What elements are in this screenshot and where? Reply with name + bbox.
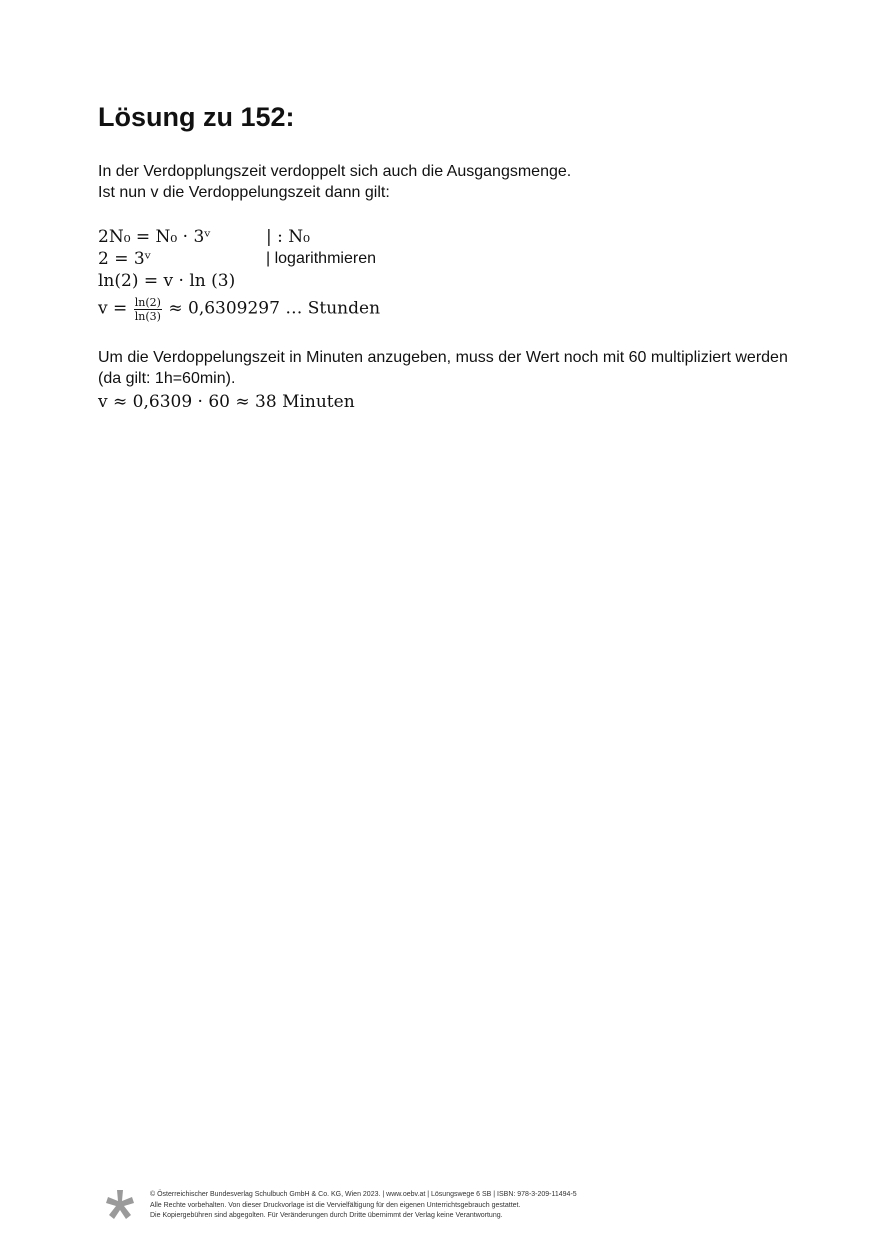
intro-paragraph — [98, 161, 571, 203]
equation-1 — [98, 226, 211, 248]
conversion-line-1: Um die Verdoppelungszeit in Minuten anzugeben, muss der Wert noch mit 60 multipliziert werden — [98, 349, 788, 366]
equation-2-text: 2 = 3ᵛ — [98, 249, 152, 269]
equation-4-lhs: v = — [98, 298, 128, 319]
equation-4 — [98, 296, 381, 323]
equation-1-note — [266, 226, 310, 248]
equation-1-note-text: | : N₀ — [266, 227, 310, 247]
equation-2-note-text: | logarithmieren — [266, 250, 376, 267]
equation-2 — [98, 248, 151, 270]
equation-4-fraction — [134, 296, 162, 323]
footer-disclaimer: Die Kopiergebühren sind abgegolten. Für Veränderungen durch Dritte übernimmt der Verlag keine Verantwortung. — [150, 1212, 503, 1219]
intro-line-2: Ist nun v die Verdoppelungszeit dann gilt: — [98, 184, 390, 201]
equation-1-text: 2N₀ = N₀ · 3ᵛ — [98, 227, 211, 247]
footer-rights: Alle Rechte vorbehalten. Von dieser Druckvorlage ist die Vervielfältigung für den eigenen Unterrichtsgebrauch gestattet. — [150, 1201, 521, 1209]
conversion-paragraph — [98, 347, 788, 389]
conversion-line-2: (da gilt: 1h=60min). — [98, 370, 236, 387]
equation-2-note — [266, 248, 376, 270]
equation-3-text: ln(2) = v · ln (3) — [98, 271, 236, 291]
page-title: Lösung zu 152: — [98, 102, 295, 132]
result-equation — [98, 391, 355, 413]
result-text: v ≈ 0,6309 · 60 ≈ 38 Minuten — [98, 392, 355, 412]
intro-line-1: In der Verdopplungszeit verdoppelt sich auch die Ausgangsmenge. — [98, 163, 572, 180]
footer-copyright: © Österreichischer Bundesverlag Schulbuch GmbH & Co. KG, Wien 2023. | www.oebv.at | Lösungswege 6 SB | ISBN: 978-3-209-11494-5 — [150, 1191, 577, 1198]
equation-3 — [98, 270, 235, 292]
equation-4-rhs: ≈ 0,6309297 … Stunden — [168, 298, 381, 319]
fraction-denominator: ln(3) — [134, 310, 161, 323]
oebv-logo-icon — [103, 1188, 137, 1222]
footer — [150, 1190, 577, 1222]
fraction-numerator: ln(2) — [134, 296, 161, 309]
